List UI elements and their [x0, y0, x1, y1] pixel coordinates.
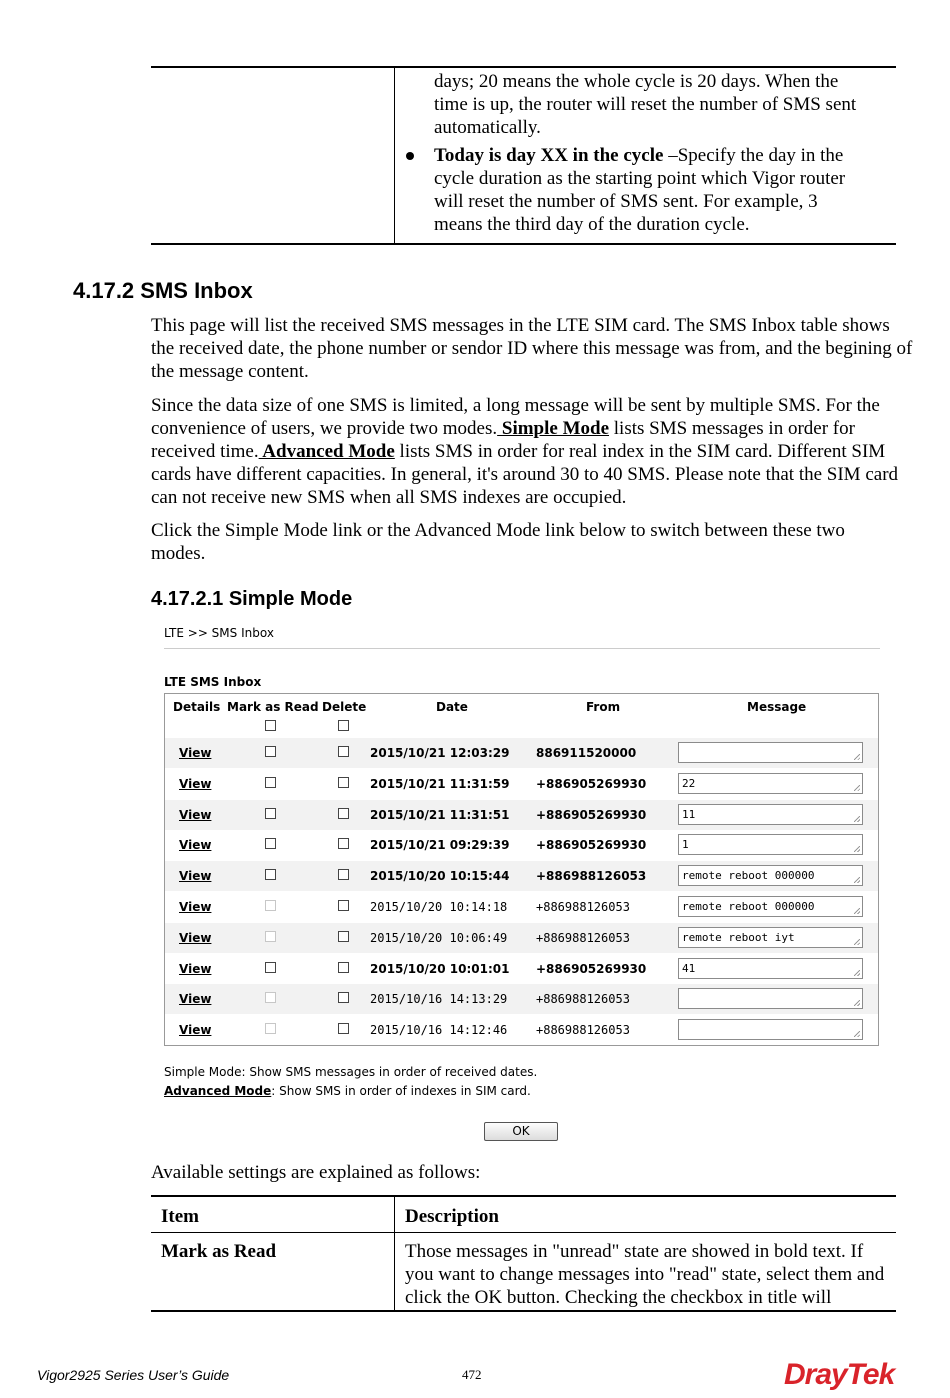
resize-grip-icon[interactable]: [854, 785, 860, 791]
bullet-line: cycle duration as the starting point which Vigor router: [434, 168, 846, 189]
message-textarea[interactable]: [678, 742, 863, 763]
date-cell: 2015/10/20 10:06:49: [370, 930, 508, 945]
date-cell: 2015/10/16 14:13:29: [370, 992, 508, 1007]
table-row: [165, 1015, 878, 1045]
settings-intro: Available settings are explained as follows:: [151, 1162, 481, 1183]
advanced-mode-line: [164, 1084, 531, 1098]
description-cell: [434, 70, 889, 236]
table-row: [165, 800, 878, 830]
view-link[interactable]: View: [179, 992, 212, 1007]
table-row: [165, 830, 878, 860]
draytek-logo: DrayTek: [784, 1358, 895, 1391]
breadcrumb: LTE >> SMS Inbox: [164, 626, 274, 640]
message-textarea[interactable]: 1: [678, 834, 863, 855]
delete-checkbox[interactable]: [338, 962, 349, 973]
table-row: [165, 738, 878, 768]
from-cell: +886905269930: [536, 961, 647, 976]
ok-button[interactable]: OK: [484, 1122, 558, 1141]
message-textarea[interactable]: remote reboot iyt: [678, 927, 863, 948]
message-textarea[interactable]: [678, 1019, 863, 1040]
delete-checkbox[interactable]: [338, 931, 349, 942]
delete-checkbox[interactable]: [338, 838, 349, 849]
desc-line: time is up, the router will reset the number of SMS sent: [434, 94, 857, 115]
mark-as-read-checkbox[interactable]: [265, 931, 276, 942]
header-mark-as-read: Mark as Read: [227, 700, 319, 714]
date-cell: 2015/10/21 09:29:39: [370, 838, 510, 853]
simple-mode-ref: Simple Mode: [497, 418, 610, 439]
simple-mode-note: Simple Mode: Show SMS messages in order of received dates.: [164, 1065, 538, 1079]
view-link[interactable]: View: [179, 900, 212, 914]
delete-checkbox[interactable]: [338, 808, 349, 819]
from-cell: +886988126053: [536, 869, 647, 884]
bullet-line: will reset the number of SMS sent. For example, 3: [434, 191, 818, 212]
header-date: Date: [436, 700, 468, 714]
date-cell: 2015/10/16 14:12:46: [370, 1023, 508, 1038]
view-link[interactable]: View: [179, 869, 212, 884]
table-row: [165, 769, 878, 799]
message-textarea[interactable]: 11: [678, 804, 863, 825]
mark-as-read-checkbox[interactable]: [265, 962, 276, 973]
from-cell: +886905269930: [536, 838, 647, 853]
delete-checkbox[interactable]: [338, 992, 349, 1003]
resize-grip-icon[interactable]: [854, 908, 860, 914]
resize-grip-icon[interactable]: [854, 1031, 860, 1037]
delete-checkbox[interactable]: [338, 746, 349, 757]
view-link[interactable]: View: [179, 776, 212, 791]
item-mark-as-read: Mark as Read: [161, 1241, 277, 1262]
date-cell: 2015/10/21 11:31:59: [370, 776, 510, 791]
mark-as-read-checkbox[interactable]: [265, 869, 276, 880]
continued-settings-table: [151, 66, 896, 245]
delete-all-checkbox[interactable]: [338, 720, 349, 731]
resize-grip-icon[interactable]: [854, 754, 860, 760]
modes-paragraph: [151, 394, 901, 509]
table-row: [165, 923, 878, 953]
delete-checkbox[interactable]: [338, 900, 349, 911]
table-title: LTE SMS Inbox: [164, 675, 262, 689]
page-number: 472: [462, 1367, 482, 1382]
header-from: From: [586, 700, 621, 714]
mark-as-read-checkbox[interactable]: [265, 900, 276, 911]
divider: [164, 648, 880, 649]
desc-line: automatically.: [434, 117, 541, 138]
col-item-header: Item: [161, 1206, 199, 1227]
settings-table: [151, 1195, 896, 1312]
from-cell: +886988126053: [536, 930, 630, 945]
subsection-heading: 4.17.2.1 Simple Mode: [151, 588, 353, 610]
bullet-term: Today is day XX in the cycle: [434, 145, 664, 166]
col-description-header: Description: [405, 1206, 499, 1227]
section-heading: 4.17.2 SMS Inbox: [73, 278, 253, 303]
table-row: [165, 861, 878, 891]
message-textarea[interactable]: [678, 988, 863, 1009]
mark-as-read-checkbox[interactable]: [265, 808, 276, 819]
from-cell: +886988126053: [536, 900, 630, 914]
date-cell: 2015/10/21 12:03:29: [370, 746, 510, 760]
desc-line: days; 20 means the whole cycle is 20 days. When the: [434, 71, 839, 92]
modes-text: lists SMS messages in order for received time.: [151, 418, 855, 462]
resize-grip-icon[interactable]: [854, 816, 860, 822]
message-textarea[interactable]: remote reboot 000000: [678, 865, 863, 886]
resize-grip-icon[interactable]: [854, 939, 860, 945]
mark-as-read-checkbox[interactable]: [265, 838, 276, 849]
bullet-icon: [406, 152, 414, 160]
column-divider: [394, 1197, 395, 1310]
view-link[interactable]: View: [179, 1023, 212, 1038]
date-cell: 2015/10/21 11:31:51: [370, 807, 510, 822]
resize-grip-icon[interactable]: [854, 846, 860, 852]
from-cell: +886905269930: [536, 807, 647, 822]
table-row: [165, 954, 878, 984]
table-row: [165, 892, 878, 922]
resize-grip-icon[interactable]: [854, 970, 860, 976]
sms-inbox-table: [164, 693, 879, 1046]
message-textarea[interactable]: 41: [678, 958, 863, 979]
mark-as-read-checkbox[interactable]: [265, 746, 276, 757]
intro-paragraph: This page will list the received SMS messages in the LTE SIM card. The SMS Inbox table shows the received date, the phone number or sendor ID where this message was from, and the begining of the message content.: [151, 315, 913, 382]
advanced-mode-note: : Show SMS in order of indexes in SIM card.: [271, 1084, 531, 1098]
view-link[interactable]: View: [179, 807, 212, 822]
table-row: [165, 984, 878, 1014]
header-divider: [151, 1232, 896, 1233]
date-cell: 2015/10/20 10:01:01: [370, 961, 510, 976]
advanced-mode-link[interactable]: Advanced Mode: [164, 1084, 272, 1098]
mark-as-read-checkbox[interactable]: [265, 992, 276, 1003]
message-textarea[interactable]: 22: [678, 773, 863, 794]
modes-text: lists SMS in order for real index in the SIM card. Different SIM cards have different capacities. In general, it's around 30 to 40 SMS. Please note that the SIM card can not receive new SMS when all SMS indexes are occupied.: [151, 441, 899, 508]
mark-as-read-checkbox[interactable]: [265, 777, 276, 788]
from-cell: +886905269930: [536, 776, 647, 791]
bullet-item: [434, 144, 889, 236]
view-link[interactable]: View: [179, 961, 212, 976]
advanced-mode-ref: Advanced Mode: [258, 441, 395, 462]
column-divider: [394, 68, 395, 243]
delete-checkbox[interactable]: [338, 777, 349, 788]
delete-checkbox[interactable]: [338, 1023, 349, 1034]
modes-text: Since the data size of one SMS is limited, a long message will be sent by multiple SMS. For the convenience of users, we provide two modes.: [151, 395, 880, 439]
header-details: Details: [173, 700, 221, 714]
mark-all-read-checkbox[interactable]: [265, 720, 276, 731]
resize-grip-icon[interactable]: [854, 1000, 860, 1006]
date-cell: 2015/10/20 10:15:44: [370, 869, 510, 884]
resize-grip-icon[interactable]: [854, 877, 860, 883]
switch-paragraph: Click the Simple Mode link or the Advanced Mode link below to switch between these two modes.: [151, 520, 845, 564]
header-message: Message: [747, 700, 807, 714]
table-header: [165, 694, 878, 738]
footer-guide-title: Vigor2925 Series User’s Guide: [37, 1367, 230, 1383]
view-link[interactable]: View: [179, 746, 212, 760]
view-link[interactable]: View: [179, 838, 212, 853]
header-delete: Delete: [322, 700, 367, 714]
view-link[interactable]: View: [179, 930, 212, 945]
message-textarea[interactable]: remote reboot 000000: [678, 896, 863, 917]
from-cell: +886988126053: [536, 992, 630, 1007]
from-cell: +886988126053: [536, 1023, 630, 1038]
bullet-line: means the third day of the duration cycle.: [434, 214, 750, 235]
from-cell: 886911520000: [536, 746, 637, 760]
mark-as-read-checkbox[interactable]: [265, 1023, 276, 1034]
delete-checkbox[interactable]: [338, 869, 349, 880]
item-description: Those messages in "unread" state are showed in bold text. If you want to change messages into "read" state, select them and click the OK button. Checking the checkbox in title will: [405, 1241, 885, 1308]
bullet-text: –Specify the day in the: [663, 145, 844, 166]
date-cell: 2015/10/20 10:14:18: [370, 900, 508, 914]
